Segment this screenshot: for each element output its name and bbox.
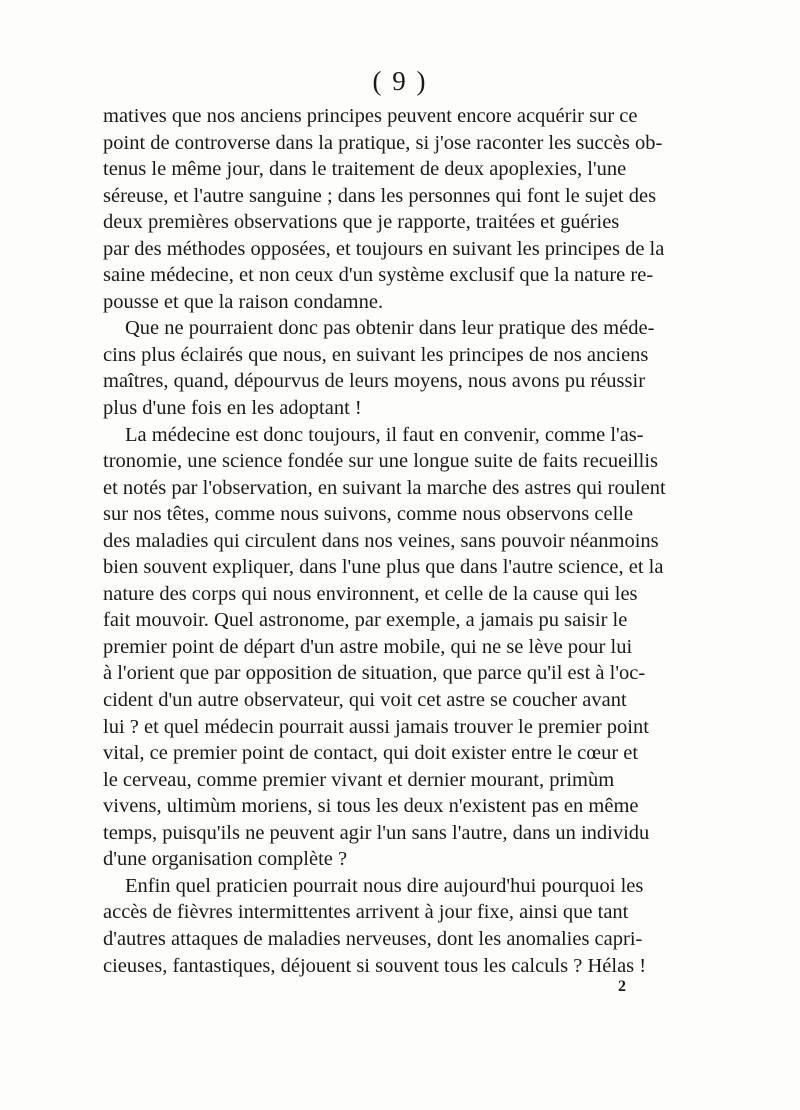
text-line: accès de fièvres intermittentes arrivent à jour fixe, ainsi que tant <box>103 901 629 924</box>
text-line: tronomie, une science fondée sur une longue suite de faits recueillis <box>103 450 659 473</box>
text-line: séreuse, et l'autre sanguine ; dans les personnes qui font le sujet des <box>103 184 657 207</box>
text-line: par des méthodes opposées, et toujours en suivant les principes de la <box>103 237 665 260</box>
text-line: d'une organisation complète ? <box>103 848 348 871</box>
text-line: d'autres attaques de maladies nerveuses, dont les anomalies capri- <box>103 927 643 950</box>
text-line: tenus le même jour, dans le traitement de deux apoplexies, l'une <box>103 158 627 181</box>
text-line: deux premières observations que je rapporte, traitées et guéries <box>103 211 620 234</box>
page-number: ( 9 ) <box>372 66 428 96</box>
text-line: le cerveau, comme premier vivant et dernier mourant, primùm <box>103 768 615 791</box>
text-line: temps, puisqu'ils ne peuvent agir l'un sans l'autre, dans un individu <box>103 821 650 844</box>
text-line: vivens, ultimùm moriens, si tous les deux n'existent pas en même <box>103 795 639 818</box>
text-line: et notés par l'observation, en suivant la marche des astres qui roulent <box>103 476 666 499</box>
text-line: Enfin quel praticien pourrait nous dire aujourd'hui pourquoi les <box>125 874 644 897</box>
signature-mark: 2 <box>618 978 626 995</box>
text-line: vital, ce premier point de contact, qui doit exister entre le cœur et <box>103 742 639 765</box>
text-line: saine médecine, et non ceux d'un système exclusif que la nature re- <box>103 264 654 287</box>
text-line: sur nos têtes, comme nous suivons, comme nous observons celle <box>103 503 634 526</box>
text-line: La médecine est donc toujours, il faut en convenir, comme l'as- <box>125 423 644 446</box>
text-line: cident d'un autre observateur, qui voit cet astre se coucher avant <box>103 689 627 712</box>
text-line: maîtres, quand, dépourvus de leurs moyens, nous avons pu réussir <box>103 370 646 393</box>
text-line: lui ? et quel médecin pourrait aussi jamais trouver le premier point <box>103 715 649 738</box>
text-line: bien souvent expliquer, dans l'une plus que dans l'autre science, et la <box>103 556 664 579</box>
text-line: nature des corps qui nous environnent, et celle de la cause qui les <box>103 582 638 605</box>
text-line: matives que nos anciens principes peuvent encore acquérir sur ce <box>103 105 638 127</box>
text-line: pousse et que la raison condamne. <box>103 290 384 313</box>
body-text <box>103 103 708 979</box>
text-line: des maladies qui circulent dans nos veines, sans pouvoir néanmoins <box>103 529 659 552</box>
text-line: à l'orient que par opposition de situation, que parce qu'il est à l'oc- <box>103 662 646 685</box>
text-line: point de controverse dans la pratique, si j'ose raconter les succès ob- <box>103 131 663 154</box>
text-line: premier point de départ d'un astre mobile, qui ne se lève pour lui <box>103 635 633 658</box>
text-line: fait mouvoir. Quel astronome, par exemple, a jamais pu saisir le <box>103 609 628 632</box>
text-line: cins plus éclairés que nous, en suivant les principes de nos anciens <box>103 343 649 366</box>
text-line: plus d'une fois en les adoptant ! <box>103 397 362 420</box>
text-line: cieuses, fantastiques, déjouent si souvent tous les calculs ? Hélas ! <box>103 954 647 977</box>
text-line: Que ne pourraient donc pas obtenir dans leur pratique des méde- <box>125 317 655 340</box>
